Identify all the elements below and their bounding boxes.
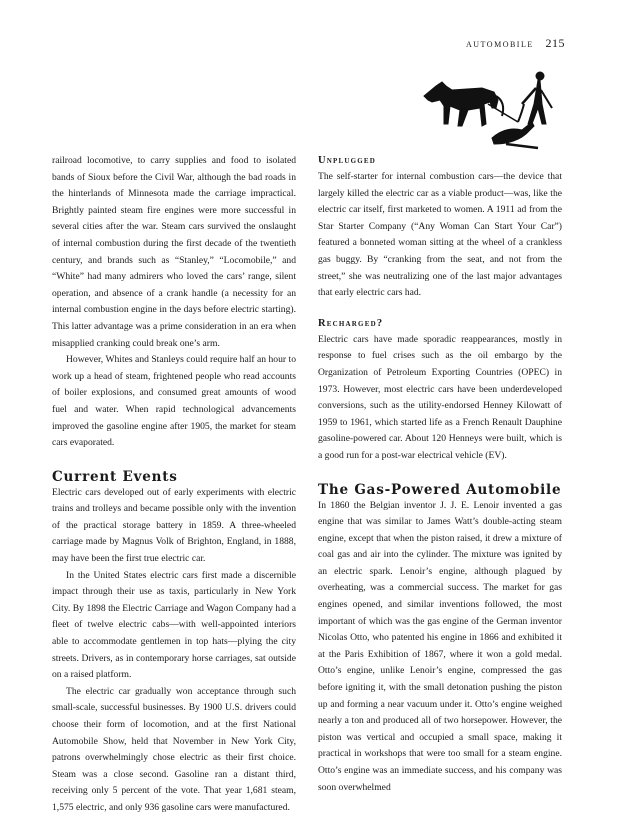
farmer-icon	[536, 72, 544, 80]
paragraph: The electric car gradually won acceptance through such small-scale, successful businesses. By 1900 U.S. drivers could choose their form of locomotion, and at the first National Automobile Show, held that November in New York City, patrons overwhelmingly chose electric as their first choice. Steam was a close second. Gasoline ran a distant third, receiving only 5 percent of the vote. That year 1,681 steam, 1,575 electric, and only 936 gasoline cars were manufactured.	[52, 685, 296, 813]
running-header	[466, 36, 565, 51]
paragraph: Electric cars have made sporadic reappearances, mostly in response to fuel crises such as the oil embargo by the Organization of Petroleum Exporting Countries (OPEC) in 1973. However, most electric cars have been underdeveloped conversions, such as the utility-endorsed Henney Kilowatt of 1959 to 1961, which started life as a French Renault Dauphine gasoline-powered car. About 120 Henneys were built, which is a good run for a post-war electrical vehicle (EV).	[318, 333, 562, 461]
section-heading-gas-powered: The Gas-Powered Automobile	[318, 481, 562, 498]
subheading-unplugged: Unplugged	[318, 155, 377, 166]
paragraph: However, Whites and Stanleys could require half an hour to work up a head of steam, frightened people who read accounts of boiler explosions, and consumed great amounts of wood fuel and water. When rapid technological advancements improved the gasoline engine after 1905, the market for steam cars evaporated.	[52, 354, 296, 449]
plow-icon	[492, 122, 534, 144]
paragraph: In the United States electric cars first made a discernible impact through their use as taxis, particularly in New York City. By 1898 the Electric Carriage and Wagon Company had a fleet of twelve electric cabs—with well-appointed interiors able to accommodate gentlemen in top hats—plying the city streets. Drivers, as in contemporary horse carriages, sat outside on a raised platform.	[52, 569, 296, 681]
subheading-recharged: Recharged?	[318, 317, 384, 329]
right-column	[318, 153, 562, 796]
paragraph: The self-starter for internal combustion cars—the device that largely killed the electric car as a viable product—was, like the electric car itself, first marketed to women. A 1911 ad from the Star Starter Company (“Any Woman Can Start Your Car”) featured a bonneted woman sitting at the wheel of a crankless gas buggy. By “cranking from the seat, and not from the street,” she was neutralizing one of the last major advantages that early electric cars had.	[318, 171, 562, 299]
left-column	[52, 153, 296, 817]
paragraph: In 1860 the Belgian inventor J. J. E. Lenoir invented a gas engine that was similar to James Watt’s double-acting steam engine, except that when the piston raised, it drew a mixture of coal gas and air into the cylinder. The mixture was ignited by an electric spark. Lenoir’s engine, although plagued by overheating, was a commercial success. The market for gas engines opened, and similar inventions followed, the most important of which was the gas engine of the German inventor Nicolas Otto, who patented his engine in 1866 and exhibited it at the Paris Exhibition of 1867, where it won a gold medal. Otto’s engine, unlike Lenoir’s engine, compressed the gas before igniting it, with the small detonation pushing the piston up and forming a near vacuum under it. Otto’s engine weighed nearly a ton and produced all of two horsepower. However, the piston was vertical and occupied a small space, making it practical in workshops that were too small for a steam engine. Otto’s engine was an immediate success, and his company was soon overwhelmed	[318, 499, 562, 793]
running-header-section: automobile	[466, 38, 534, 50]
section-heading-current-events: Current Events	[52, 468, 178, 485]
paragraph: Electric cars developed out of early experiments with electric trains and trolleys and became possible only with the invention of the practical storage battery in 1859. A three-wheeled carriage made by Magnus Volk of Brighton, England, in 1888, may have been the first true electric car.	[52, 486, 296, 565]
page-number: 215	[545, 36, 565, 50]
horse-icon	[424, 82, 498, 126]
paragraph: railroad locomotive, to carry supplies and food to isolated bands of Sioux before the Civil War, although the bad roads in the hinterlands of Minnesota made the carriage impractical. Brightly painted steam fire engines were more successful in several cities after the war. Steam cars survived the onslaught of internal combustion during the first decade of the twentieth century, and brands such as “Stanley,” “Locomobile,” and “White” had many admirers who loved the cars’ range, silent operation, and absence of a crank handle (a necessity for an internal combustion engine in the days before electric starting). This latter advantage was a prime consideration in an era when misapplied cranking could break one’s arm.	[52, 155, 296, 349]
horse-drawn-plow-illustration	[422, 64, 568, 160]
